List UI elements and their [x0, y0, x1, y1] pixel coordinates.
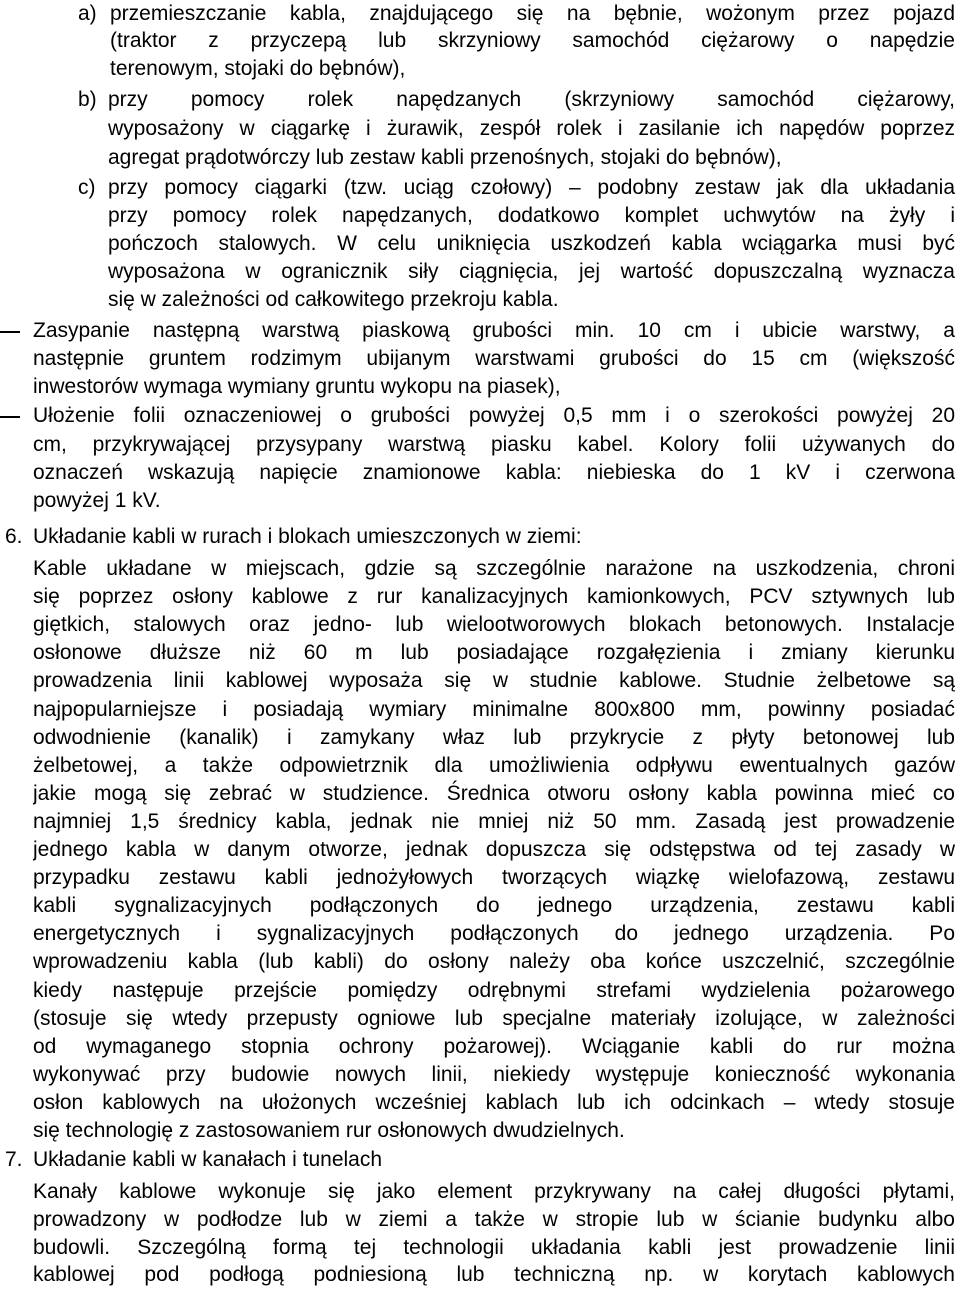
section-7-line-1: Kanały kablowe wykonuje się jako element przykrywany na całej długości płytami, [33, 1180, 955, 1203]
section-6-line-17: (stosuje się wtedy przepusty ogniowe lub specjalne materiały izolujące, w zależności [33, 1007, 955, 1030]
section-6-heading: Układanie kabli w rurach i blokach umieszczonych w ziemi: [33, 525, 582, 548]
section-7-number: 7. [5, 1148, 23, 1171]
dash-bullet-1 [0, 331, 20, 333]
section-6-line-8: żelbetowej, a także odpowietrznik dla umożliwienia odpływu ewentualnych gazów [33, 754, 955, 777]
list-label-c: c) [78, 176, 96, 199]
list-b-line-3: agregat prądotwórczy lub zestaw kabli przenośnych, stojaki do bębnów), [108, 146, 782, 169]
section-7-heading: Układanie kabli w kanałach i tunelach [33, 1148, 383, 1171]
list-c-line-1: przy pomocy ciągarki (tzw. uciąg czołowy) – podobny zestaw jak dla układania [108, 176, 955, 199]
section-6-line-21: się technologię z zastosowaniem rur osłonowych dwudzielnych. [33, 1119, 625, 1142]
section-6-line-9: jakie mogą się zebrać w studzience. Średnica otworu osłony kabla powinna mieć co [33, 782, 955, 805]
section-6-line-20: osłon kablowych na ułożonych wcześniej kablach lub ich odcinkach – wtedy stosuje [33, 1091, 955, 1114]
list-label-a: a) [78, 2, 97, 25]
section-6-line-2: się poprzez osłony kablowe z rur kanalizacyjnych kamionkowych, PCV sztywnych lub [33, 585, 955, 608]
list-c-line-3: pończoch stalowych. W celu uniknięcia uszkodzeń kabla wciągarka musi być [108, 232, 955, 255]
dash-2-line-4: powyżej 1 kV. [33, 489, 161, 512]
dash-1-line-1: Zasypanie następną warstwą piaskową grubości min. 10 cm i ubicie warstwy, a [33, 319, 955, 342]
section-6-line-13: kabli sygnalizacyjnych podłączonych do jednego urządzenia, zestawu kabli [33, 894, 955, 917]
list-a-line-1: przemieszczanie kabla, znajdującego się na bębnie, wożonym przez pojazd [110, 2, 955, 25]
section-6-line-4: osłonowe dłuższe niż 60 m lub posiadające rozgałęzienia i zmiany kierunku [33, 641, 955, 664]
dash-2-line-2: cm, przykrywającej przysypany warstwą piasku kabel. Kolory folii używanych do [33, 433, 955, 456]
dash-2-line-3: oznaczeń wskazują napięcie znamionowe kabla: niebieska do 1 kV i czerwona [33, 461, 955, 484]
dash-bullet-2 [0, 416, 20, 418]
section-6-line-11: jednego kabla w danym otworze, jednak dopuszcza się odstępstwa od tej zasady w [33, 838, 955, 861]
section-6-line-5: prowadzenia linii kablowej wyposaża się w studnie kablowe. Studnie żelbetowe są [33, 669, 955, 692]
list-label-b: b) [78, 88, 97, 111]
section-6-line-19: wykonywać przy budowie nowych linii, niekiedy występuje konieczność wykonania [33, 1063, 955, 1086]
list-b-line-1: przy pomocy rolek napędzanych (skrzyniowy samochód ciężarowy, [108, 88, 955, 111]
section-7-line-2: prowadzony w podłodze lub w ziemi a także w stropie lub w ścianie budynku albo [33, 1208, 955, 1231]
section-6-line-7: odwodnienie (kanalik) i zamykany właz lub przykrycie z płyty betonowej lub [33, 726, 955, 749]
list-b-line-2: wyposażony w ciągarkę i żurawik, zespół rolek i zasilanie ich napędów poprzez [108, 117, 955, 140]
dash-1-line-2: następnie gruntem rodzimym ubijanym warstwami grubości do 15 cm (większość [33, 347, 955, 370]
section-6-line-16: kiedy następuje przejście pomiędzy odrębnymi strefami wydzielenia pożarowego [33, 979, 955, 1002]
list-c-line-2: przy pomocy rolek napędzanych, dodatkowo komplet uchwytów na żyły i [108, 204, 955, 227]
list-a-line-2: (traktor z przyczepą lub skrzyniowy samochód ciężarowy o napędzie [110, 29, 955, 52]
list-c-line-5: się w zależności od całkowitego przekroju kabla. [108, 288, 559, 311]
dash-2-line-1: Ułożenie folii oznaczeniowej o grubości powyżej 0,5 mm i o szerokości powyżej 20 [33, 404, 955, 427]
section-6-line-18: od wymaganego stopnia ochrony pożarowej). Wciąganie kabli do rur można [33, 1035, 955, 1058]
section-6-line-3: giętkich, stalowych oraz jedno- lub wielootworowych blokach betonowych. Instalacje [33, 613, 955, 636]
section-6-number: 6. [5, 525, 23, 548]
section-6-line-1: Kable układane w miejscach, gdzie są szczególnie narażone na uszkodzenia, chroni [33, 557, 955, 580]
section-6-line-14: energetycznych i sygnalizacyjnych podłączonych do jednego urządzenia. Po [33, 922, 955, 945]
section-6-line-12: przypadku zestawu kabli jednożyłowych tworzących wiązkę wielofazową, zestawu [33, 866, 955, 889]
section-7-line-4: kablowej pod podłogą podniesioną lub techniczną np. w korytach kablowych [33, 1263, 955, 1286]
section-7-line-3: budowli. Szczególną formą tej technologii układania kabli jest prowadzenie linii [33, 1236, 955, 1259]
list-c-line-4: wyposażona w ogranicznik siły ciągnięcia, jej wartość dopuszczalną wyznacza [108, 260, 955, 283]
dash-1-line-3: inwestorów wymaga wymiany gruntu wykopu na piasek), [33, 375, 561, 398]
list-a-line-3: terenowym, stojaki do bębnów), [110, 57, 406, 80]
section-6-line-6: najpopularniejsze i posiadają wymiary minimalne 800x800 mm, powinny posiadać [33, 698, 955, 721]
section-6-line-15: wprowadzeniu kabla (lub kabli) do osłony należy oba końce uszczelnić, szczególnie [33, 950, 955, 973]
section-6-line-10: najmniej 1,5 średnicy kabla, jednak nie mniej niż 50 mm. Zasadą jest prowadzenie [33, 810, 955, 833]
